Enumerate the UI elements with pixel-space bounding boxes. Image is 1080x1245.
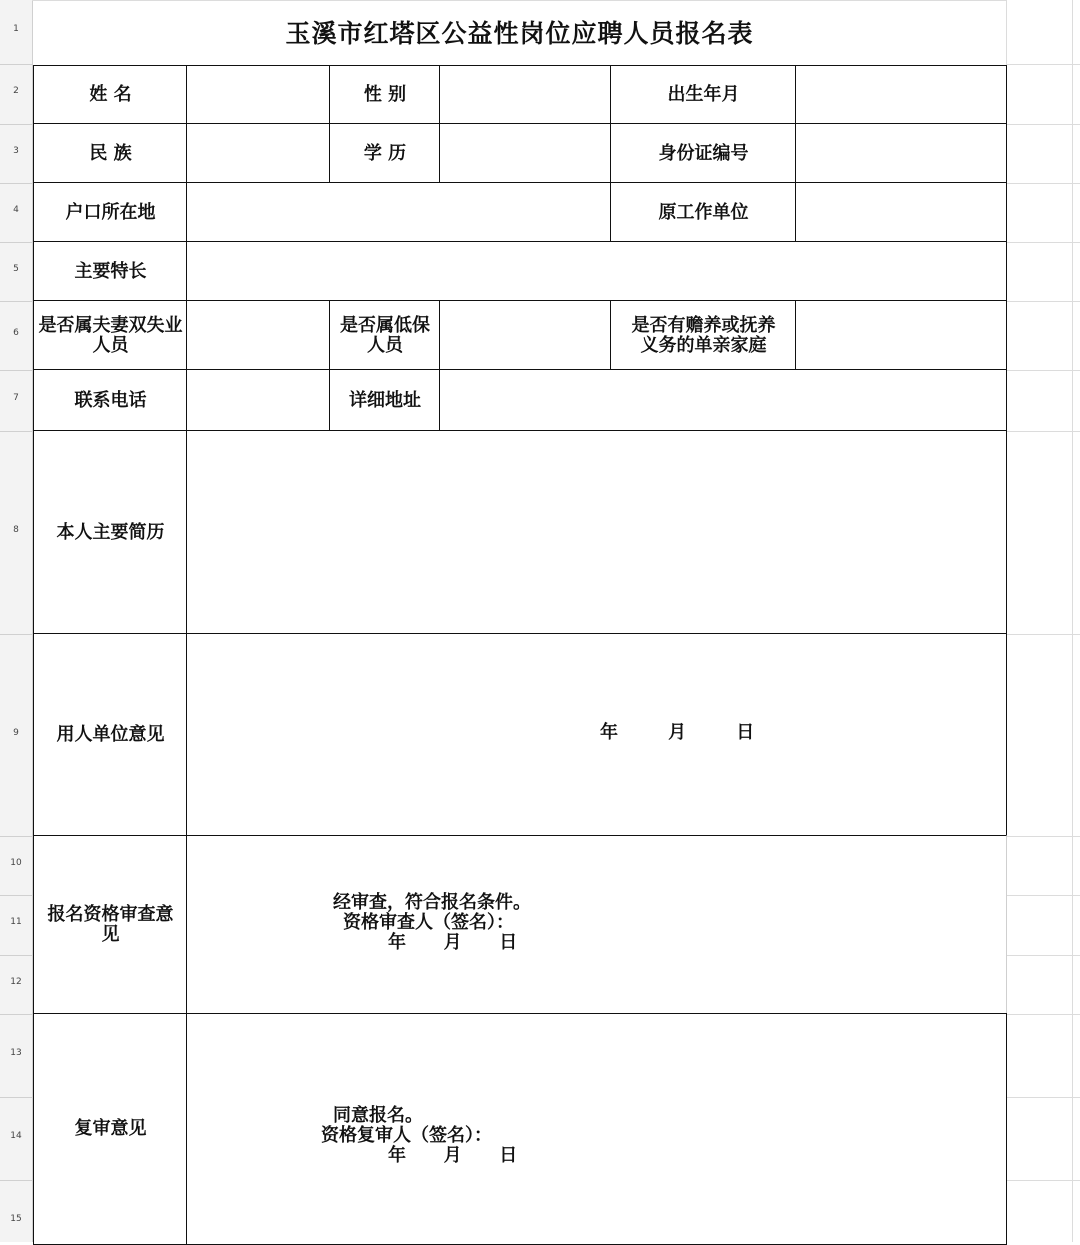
input-name-cell[interactable]	[186, 65, 331, 125]
grid-row-line	[1006, 1097, 1080, 1098]
row-divider	[0, 431, 32, 432]
grid-row-line	[1006, 836, 1080, 837]
grid-column-line	[1072, 0, 1073, 1242]
label-ethnicity-cell	[33, 123, 188, 184]
grid-row-line	[1006, 1180, 1080, 1181]
row-number: 1	[13, 24, 19, 34]
label-hukou-cell	[33, 182, 188, 243]
label-hukou: 户口所在地	[65, 201, 156, 223]
label-resume-cell	[33, 430, 188, 635]
input-specialty-cell[interactable]	[186, 241, 1007, 302]
input-single-parent-cell[interactable]	[795, 300, 1007, 371]
label-low-income-line1: 是否属低保	[340, 314, 430, 336]
row-divider	[0, 955, 32, 956]
label-id-number: 身份证编号	[658, 142, 749, 164]
label-ethnicity: 民 族	[89, 142, 132, 164]
label-birth: 出生年月	[667, 84, 740, 105]
label-address: 详细地址	[349, 389, 421, 411]
row-number: 15	[10, 1214, 22, 1224]
input-address-cell[interactable]	[439, 369, 1007, 432]
row-divider	[0, 183, 32, 184]
grid-row-line	[1006, 64, 1080, 65]
row-number: 12	[10, 977, 22, 987]
row-number: 10	[10, 858, 22, 868]
grid-row-line	[1006, 301, 1080, 302]
row-divider	[0, 836, 32, 837]
label-phone: 联系电话	[74, 389, 147, 411]
form-title: 玉溪市红塔区公益性岗位应聘人员报名表	[285, 19, 754, 48]
label-id-cell	[610, 123, 797, 184]
label-single-parent-line2: 义务的单亲家庭	[640, 334, 767, 356]
label-single-parent-cell	[610, 300, 797, 371]
label-dual-unemployed-line2: 人员	[92, 334, 129, 356]
label-address-cell	[329, 369, 441, 432]
label-education: 学 历	[363, 142, 407, 164]
label-specialty-cell	[33, 241, 188, 302]
label-employer-opinion-cell	[33, 633, 188, 837]
label-gender-cell	[329, 65, 441, 125]
input-phone-cell[interactable]	[186, 369, 331, 432]
row-number: 8	[13, 525, 19, 535]
row-number: 6	[13, 328, 19, 338]
label-gender: 性 别	[363, 84, 407, 105]
row-number: 4	[13, 205, 19, 215]
label-phone-cell	[33, 369, 188, 432]
row-divider	[0, 124, 32, 125]
label-former-employer: 原工作单位	[658, 201, 749, 223]
input-id-cell[interactable]	[795, 123, 1007, 184]
grid-row-line	[1006, 370, 1080, 371]
input-dual-unemployed-cell[interactable]	[186, 300, 331, 371]
row-divider	[0, 1180, 32, 1181]
label-re-review-cell	[33, 1013, 188, 1245]
label-re-review: 复审意见	[74, 1118, 147, 1139]
row-number: 3	[13, 146, 19, 156]
label-education-cell	[329, 123, 441, 184]
re-review-line1: 同意报名。	[333, 1105, 423, 1126]
grid-row-line	[1006, 1014, 1080, 1015]
row-divider	[0, 1014, 32, 1015]
qualification-review-date: 年 月 日	[388, 932, 518, 953]
label-former-employer-cell	[610, 182, 797, 243]
label-qualification-review-line2: 见	[101, 924, 120, 945]
re-review-line2: 资格复审人（签名）：	[321, 1125, 492, 1146]
row-divider	[0, 242, 32, 243]
label-qualification-review-cell	[33, 835, 188, 1015]
input-hukou-cell[interactable]	[186, 182, 612, 243]
row-number: 2	[13, 86, 19, 96]
label-name-cell	[33, 65, 188, 125]
row-number: 14	[10, 1131, 22, 1141]
label-resume: 本人主要简历	[56, 521, 165, 543]
grid-row-line	[1006, 124, 1080, 125]
grid-row-line	[1006, 895, 1080, 896]
qualification-review-line2: 资格审查人（签名）：	[343, 912, 514, 933]
input-employer-opinion-cell[interactable]	[186, 633, 1007, 837]
label-low-income-cell	[329, 300, 441, 371]
grid-row-line	[1006, 634, 1080, 635]
input-birth-cell[interactable]	[795, 65, 1007, 125]
label-low-income-line2: 人员	[367, 334, 403, 356]
row-number: 9	[13, 728, 19, 738]
qualification-review-line1: 经审查，符合报名条件。	[333, 892, 531, 913]
row-divider	[0, 1097, 32, 1098]
row-number: 11	[10, 917, 22, 927]
row-divider	[0, 895, 32, 896]
label-single-parent-line1: 是否有赡养或抚养	[631, 314, 776, 336]
label-dual-unemployed-line1: 是否属夫妻双失业	[38, 314, 183, 336]
row-number: 7	[13, 393, 19, 403]
label-specialty: 主要特长	[74, 260, 147, 282]
input-resume-cell[interactable]	[186, 430, 1007, 635]
row-number: 13	[10, 1048, 22, 1058]
label-birth-cell	[610, 65, 797, 125]
employer-opinion-date: 年 月 日	[600, 722, 755, 743]
row-divider	[0, 64, 32, 65]
label-dual-unemployed-cell	[33, 300, 188, 371]
row-divider	[0, 370, 32, 371]
label-employer-opinion: 用人单位意见	[56, 724, 165, 745]
input-ethnicity-cell[interactable]	[186, 123, 331, 184]
grid-row-line	[1006, 242, 1080, 243]
row-divider	[0, 301, 32, 302]
input-former-employer-cell[interactable]	[795, 182, 1007, 243]
input-education-cell[interactable]	[439, 123, 612, 184]
label-name: 姓 名	[89, 84, 132, 105]
input-low-income-cell[interactable]	[439, 300, 612, 371]
input-re-review-cell[interactable]	[186, 1013, 1007, 1245]
grid-row-line	[1006, 183, 1080, 184]
re-review-date: 年 月 日	[388, 1145, 518, 1166]
input-gender-cell[interactable]	[439, 65, 612, 125]
row-divider	[0, 634, 32, 635]
row-number: 5	[13, 264, 19, 274]
grid-row-line	[1006, 431, 1080, 432]
grid-row-line	[1006, 955, 1080, 956]
label-qualification-review-line1: 报名资格审查意	[47, 904, 174, 925]
input-qualification-review-cell[interactable]	[186, 835, 1007, 1015]
